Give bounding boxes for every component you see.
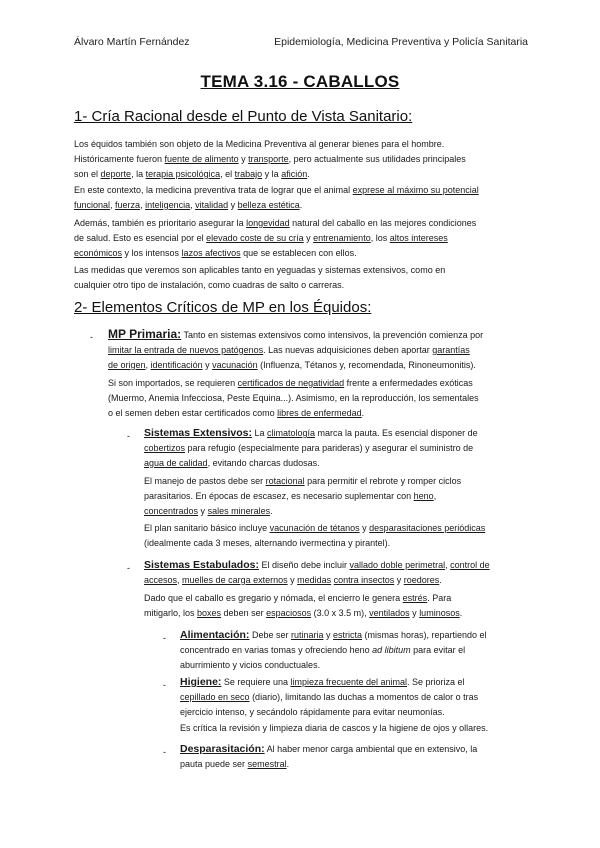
page-title: TEMA 3.16 - CABALLOS bbox=[200, 72, 400, 91]
extensivos-paragraph-3 bbox=[144, 521, 532, 551]
text-line: cepillado en seco (diario), limitando las duchas a momentos de calor o tras bbox=[180, 692, 479, 702]
higiene-label: Higiene: bbox=[180, 676, 222, 688]
extensivos-paragraph-2 bbox=[144, 474, 532, 519]
text-line: Si son importados, se requieren certificados de negatividad frente a enfermedades exóticas bbox=[108, 378, 473, 388]
text-line: Las medidas que veremos son aplicables tanto en yeguadas y sistemas extensivos, como en bbox=[74, 265, 446, 275]
section-1-paragraph-2 bbox=[74, 183, 534, 213]
text-line: o el semen deben estar certificados como libres de enfermedad. bbox=[108, 408, 365, 418]
alimentacion-paragraph bbox=[180, 628, 532, 673]
bullet-dash: - bbox=[90, 332, 93, 342]
text-line: agua de calidad, evitando charcas dudosas. bbox=[144, 458, 320, 468]
section-1-paragraph-3 bbox=[74, 216, 534, 261]
bullet-dash: - bbox=[127, 431, 130, 441]
text-line: Los équidos también son objeto de la Medicina Preventiva al generar bienes para el hombre. bbox=[74, 139, 445, 149]
section-1-heading: 1- Cría Racional desde el Punto de Vista Sanitario: bbox=[74, 108, 413, 125]
bullet-dash: - bbox=[163, 680, 166, 690]
estabulados-paragraph-2 bbox=[144, 591, 532, 621]
text-line: Desparasitación: Al haber menor carga ambiental que en extensivo, la bbox=[180, 743, 478, 755]
text-line: de origen, identificación y vacunación (Influenza, Tétanos y, recomendada, Rinoneumonitis). bbox=[108, 360, 476, 370]
text-line: funcional, fuerza, inteligencia, vitalidad y belleza estética. bbox=[74, 200, 303, 210]
mp-primaria-label: MP Primaria: bbox=[108, 327, 182, 341]
text-line: Además, también es prioritario asegurar la longevidad natural del caballo en las mejores condiciones bbox=[74, 218, 477, 228]
text-line: El manejo de pastos debe ser rotacional para permitir el rebrote y romper ciclos bbox=[144, 476, 462, 486]
alimentacion-label: Alimentación: bbox=[180, 629, 250, 641]
header-author: Álvaro Martín Fernández bbox=[74, 36, 190, 48]
text-line: económicos y los intensos lazos afectivos que se establecen con ellos. bbox=[74, 248, 357, 258]
mp-primaria-paragraph-2 bbox=[108, 376, 532, 421]
extensivos-label: Sistemas Extensivos: bbox=[144, 427, 252, 439]
text-line: cualquier otro tipo de instalación, como cuadras de salto o carreras. bbox=[74, 280, 345, 290]
text-line: (idealmente cada 3 meses, alternando ivermectina y pirantel). bbox=[144, 538, 391, 548]
text-line: En este contexto, la medicina preventiva trata de lograr que el animal exprese al máximo su potencial bbox=[74, 185, 479, 195]
text-line: parasitarios. En épocas de escasez, es necesario suplementar con heno, bbox=[144, 491, 437, 501]
text-line: Higiene: Se requiere una limpieza frecuente del animal. Se prioriza el bbox=[180, 676, 465, 688]
text-line: (Muermo, Anemia Infecciosa, Peste Equina...). Asimismo, en la reproducción, los sementales bbox=[108, 393, 479, 403]
bullet-dash: - bbox=[127, 563, 130, 573]
estabulados-paragraph-1 bbox=[144, 558, 532, 588]
bullet-dash: - bbox=[163, 633, 166, 643]
desparasitacion-label: Desparasitación: bbox=[180, 743, 265, 755]
bullet-dash: - bbox=[163, 747, 166, 757]
text-line: El plan sanitario básico incluye vacunación de tétanos y desparasitaciones periódicas bbox=[144, 523, 486, 533]
section-2-heading: 2- Elementos Críticos de MP en los Équidos: bbox=[74, 299, 372, 316]
text-line: Dado que el caballo es gregario y nómada, el encierro le genera estrés. Para bbox=[144, 593, 452, 603]
higiene-paragraph-1 bbox=[180, 675, 532, 720]
section-1-paragraph-4 bbox=[74, 263, 534, 293]
estabulados-label: Sistemas Estabulados: bbox=[144, 559, 259, 571]
mp-primaria-paragraph-1 bbox=[108, 327, 532, 373]
text-line: concentrados y sales minerales. bbox=[144, 506, 273, 516]
text-line: limitar la entrada de nuevos patógenos. Las nuevas adquisiciones deben aportar garantías bbox=[108, 345, 470, 355]
text-line: accesos, muelles de carga externos y medidas contra insectos y roedores. bbox=[144, 575, 442, 585]
text-line: ejercicio intenso, y secándolo rápidamente para evitar neumonías. bbox=[180, 707, 445, 717]
desparasitacion-paragraph bbox=[180, 742, 532, 772]
text-line: Alimentación: Debe ser rutinaria y estricta (mismas horas), repartiendo el bbox=[180, 629, 487, 641]
section-1-paragraph-1 bbox=[74, 137, 534, 182]
text-line: son el deporte, la terapia psicológica, el trabajo y la afición. bbox=[74, 169, 310, 179]
text-line: cobertizos para refugio (especialmente para parideras) y asegurar el suministro de bbox=[144, 443, 474, 453]
text-line: aburrimiento y vicios conductuales. bbox=[180, 660, 321, 670]
text-line: MP Primaria: Tanto en sistemas extensivos como intensivos, la prevención comienza por bbox=[108, 327, 484, 341]
text-line: Sistemas Estabulados: El diseño debe incluir vallado doble perimetral, control de bbox=[144, 559, 490, 571]
text-line: mitigarlo, los boxes deben ser espaciosos (3.0 x 3.5 m), ventilados y luminosos. bbox=[144, 608, 463, 618]
text-line: Es crítica la revisión y limpieza diaria de cascos y la higiene de ojos y ollares. bbox=[180, 723, 489, 733]
header-course: Epidemiología, Medicina Preventiva y Policía Sanitaria bbox=[274, 36, 528, 48]
higiene-paragraph-2 bbox=[180, 721, 532, 736]
text-line: Históricamente fueron fuente de alimento y transporte, pero actualmente sus utilidades principales bbox=[74, 154, 466, 164]
text-line: concentrado en varias tomas y ofreciendo heno ad libitum para evitar el bbox=[180, 645, 466, 655]
text-line: de salud. Esto es esencial por el elevado coste de su cría y entrenamiento, los altos intereses bbox=[74, 233, 448, 243]
extensivos-paragraph-1 bbox=[144, 426, 532, 471]
text-line: Sistemas Extensivos: La climatología marca la pauta. Es esencial disponer de bbox=[144, 427, 478, 439]
text-line: pauta puede ser semestral. bbox=[180, 759, 290, 769]
